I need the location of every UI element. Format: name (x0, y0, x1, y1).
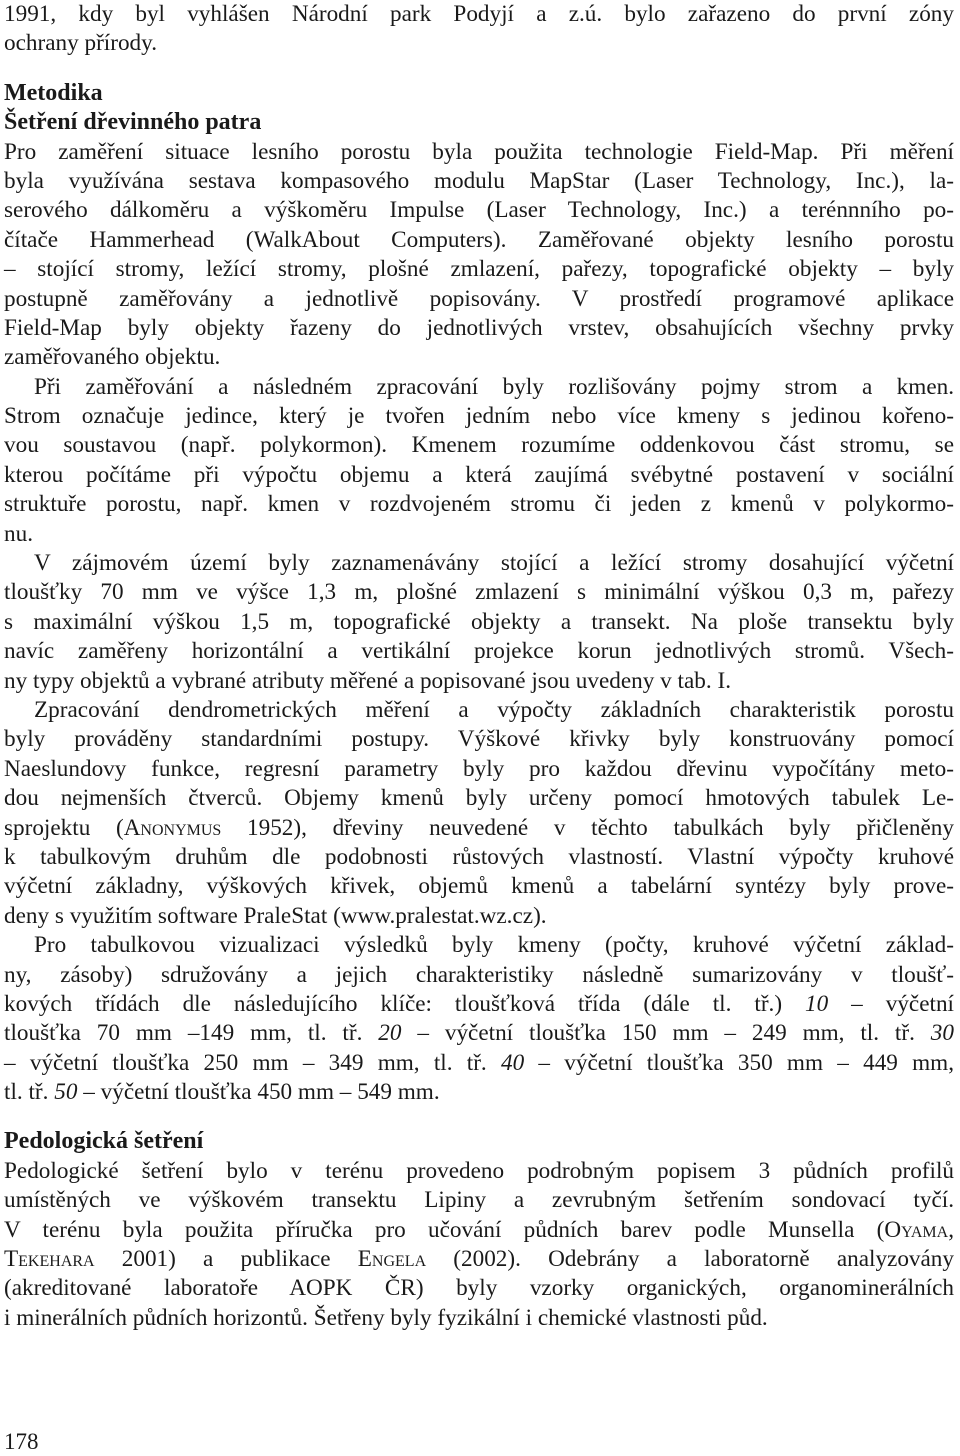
class-number: 20 (378, 1020, 402, 1047)
text-line: nu. (4, 520, 33, 547)
paragraph (4, 549, 954, 696)
text-line: výčetní základny, výškových křivek, objemů kmenů a tabelární syntézy byly prove- (4, 873, 954, 900)
author-name: Tekehara (4, 1246, 95, 1273)
text-line: Při zaměřování a následném zpracování byly rozlišovány pojmy strom a kmen. (34, 373, 954, 400)
paragraph (4, 1157, 954, 1333)
text-line: navíc zaměřeny horizontální a vertikální projekce korun jednotlivých stromů. Všech- (4, 638, 954, 665)
author-name: Oyama (884, 1216, 949, 1243)
paragraph (4, 373, 954, 549)
text-line: Naeslundovy funkce, regresní parametry byly pro každou dřevinu vypočítány meto- (4, 755, 954, 782)
text-run: – výčetní (828, 990, 954, 1017)
text-line: Pedologické šetření bylo v terénu provedeno podrobným popisem 3 půdních profilů (4, 1157, 954, 1184)
text-run: 2001) a publikace (94, 1246, 358, 1273)
text-line: (akreditované laboratoře AOPK ČR) byly vzorky organických, organominerálních (4, 1275, 954, 1302)
text-line: Pro tabulkovou vizualizaci výsledků byly kmeny (počty, kruhové výčetní základ- (34, 932, 954, 959)
text-run: V terénu byla použita příručka pro učování půdních barev podle Munsella ( (4, 1216, 885, 1243)
intro-paragraph (4, 0, 954, 59)
text-line (4, 1245, 954, 1274)
text-line: i minerálních půdních horizontů. Šetřeny byly fyzikální i chemické vlastnosti půd. (4, 1304, 768, 1331)
text-line (4, 814, 954, 843)
text-line: s maximální výškou 1,5 m, topografické objekty a transekt. Na ploše transektu byly (4, 608, 954, 635)
text-run: tl. tř. (4, 1079, 55, 1106)
text-run: (2002). Odebrány a laboratorně analyzovány (426, 1246, 954, 1273)
text-run: , (948, 1216, 954, 1243)
class-number: 40 (500, 1049, 525, 1076)
text-line: V zájmovém území byly zaznamenávány stojící a ležící stromy dosahující výčetní (34, 550, 954, 577)
text-line: – stojící stromy, ležící stromy, plošné zmlazení, pařezy, topografické objekty – byly (4, 256, 954, 283)
subsection-heading: Pedologická šetření (4, 1128, 204, 1155)
text-line: 1991, kdy byl vyhlášen Národní park Podyjí a z.ú. bylo zařazeno do první zóny (4, 1, 954, 27)
text-line (4, 1049, 954, 1078)
text-line: deny s využitím software PraleStat (www.pralestat.wz.cz). (4, 902, 547, 929)
section-heading: Metodika (4, 79, 103, 106)
text-line: ny, zásoby) sdružovány a jejich charakteristiky následně sumarizovány v tloušť- (4, 961, 954, 988)
text-run: 1952), dřeviny neuvedené v těchto tabulkách byly přičleněny (221, 814, 954, 841)
text-line (4, 990, 954, 1019)
text-line: serového dálkoměru a výškoměru Impulse (Laser Technology, Inc.) a terénnního po- (4, 197, 954, 224)
text-line: byly prováděny standardními postupy. Výškové křivky byly konstruovány pomocí (4, 726, 954, 753)
text-line: kterou počítáme při výpočtu objemu a která zaujímá svébytné postavení v sociální (4, 461, 954, 488)
paragraph (4, 696, 954, 931)
text-line: Pro zaměření situace lesního porostu byla použita technologie Field-Map. Při měření (4, 138, 954, 165)
text-line: k tabulkovým druhům dle podobnosti růstových vlastností. Vlastní výpočty kruhové (4, 843, 954, 870)
author-name: Engela (357, 1246, 427, 1273)
paragraph (4, 931, 954, 1107)
text-run: tloušťka 70 mm –149 mm, tl. tř. (4, 1020, 379, 1047)
class-number: 30 (930, 1020, 954, 1047)
text-line: dou nejmenších čtverců. Objemy kmenů byly určeny pomocí hmotových tabulek Le- (4, 785, 954, 812)
text-line: Strom označuje jedince, který je tvořen jedním nebo více kmeny s jedinou kořeno- (4, 403, 954, 430)
text-line: čítače Hammerhead (WalkAbout Computers). Zaměřované objekty lesního porostu (4, 226, 954, 253)
text-run: – výčetní tloušťka 250 mm – 349 mm, tl. tř. (4, 1049, 501, 1076)
subsection-heading: Šetření dřevinného patra (4, 109, 262, 136)
text-line: byla využívána sestava kompasového modulu MapStar (Laser Technology, Inc.), la- (4, 167, 954, 194)
text-line: ny typy objektů a vybrané atributy měřené a popisované jsou uvedeny v tab. I. (4, 667, 731, 694)
text-line: Field-Map byly objekty řazeny do jednotlivých vrstev, obsahujících všechny prvky (4, 314, 954, 341)
text-run: kových třídách dle následujícího klíče: tloušťková třída (dále tl. tř.) (4, 990, 806, 1017)
text-line: umístěných ve výškovém transektu Lipiny a zevrubným šetřením sondovací tyčí. (4, 1187, 954, 1214)
paragraph (4, 138, 954, 373)
text-line: vou soustavou (např. polykormon). Kmenem rozumíme oddenkovou část stromu, se (4, 432, 954, 459)
text-run: – výčetní tloušťka 450 mm – 549 mm. (77, 1079, 440, 1106)
text-run: – výčetní tloušťka 350 mm – 449 mm, (524, 1049, 954, 1076)
text-line: struktuře porostu, např. kmen v rozdvojeném stromu či jeden z kmenů v polykormo- (4, 491, 954, 518)
page-number: 178 (4, 1429, 39, 1454)
text-line: tloušťky 70 mm ve výšce 1,3 m, plošné zmlazení s minimální výškou 0,3 m, pařezy (4, 579, 954, 606)
text-run: sprojektu ( (4, 814, 124, 841)
text-line (4, 1078, 954, 1107)
author-name: Anonymus (123, 814, 222, 841)
class-number: 50 (54, 1079, 78, 1106)
class-number: 10 (805, 990, 829, 1017)
page-body (4, 0, 954, 1333)
text-line: ochrany přírody. (4, 30, 158, 57)
text-line: Zpracování dendrometrických měření a výpočty základních charakteristik porostu (34, 696, 954, 723)
text-line (4, 1216, 954, 1245)
text-line (4, 1019, 954, 1048)
text-line: postupně zaměřovány a jednotlivě popisovány. V prostředí programové aplikace (4, 285, 954, 312)
text-line: zaměřovaného objektu. (4, 344, 221, 371)
text-run: – výčetní tloušťka 150 mm – 249 mm, tl. tř. (401, 1020, 931, 1047)
